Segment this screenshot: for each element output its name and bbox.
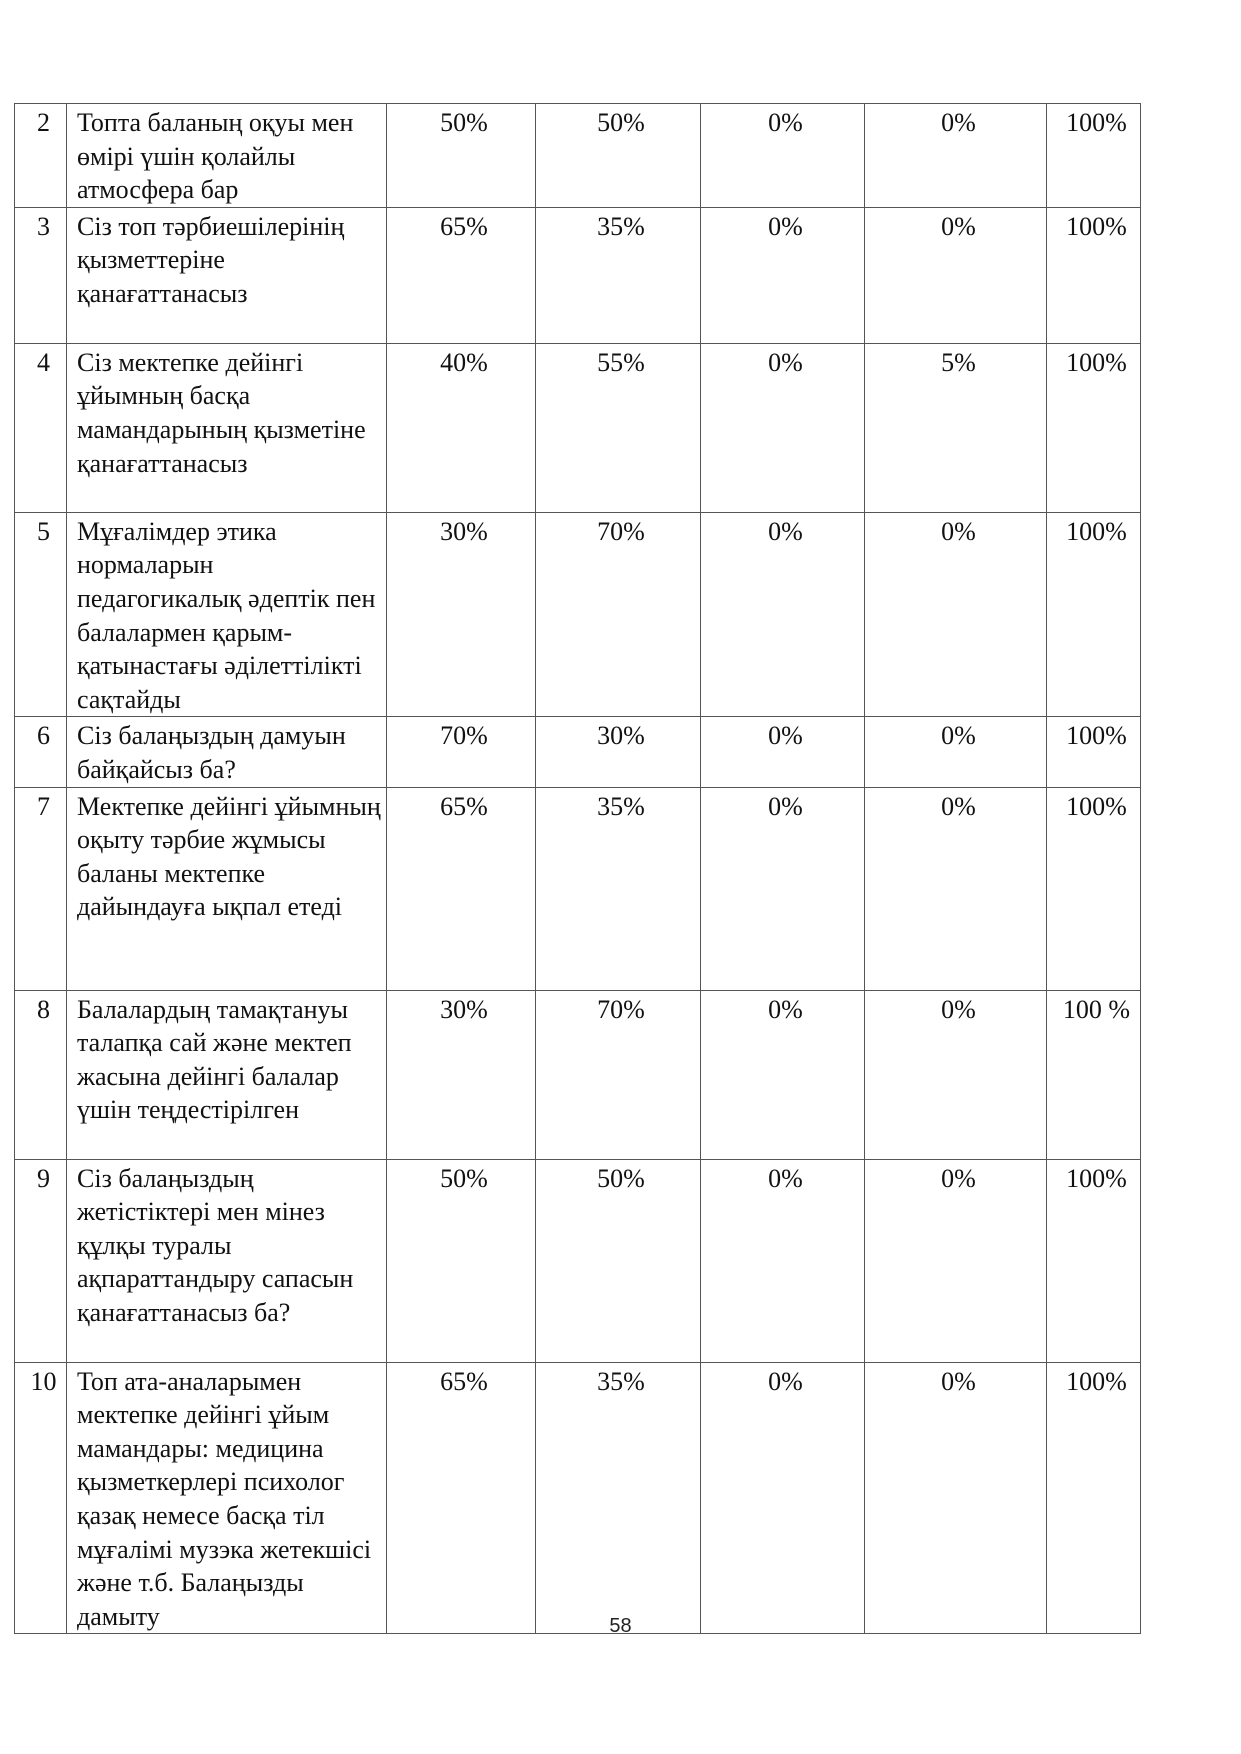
row-number: 4 <box>15 343 67 512</box>
percent-cell: 30% <box>387 990 536 1159</box>
percent-cell: 65% <box>387 207 536 343</box>
total-cell: 100% <box>1047 207 1141 343</box>
percent-cell: 65% <box>387 1362 536 1634</box>
percent-cell: 0% <box>701 104 865 208</box>
percent-cell: 30% <box>387 512 536 717</box>
total-cell: 100% <box>1047 512 1141 717</box>
table-row <box>15 1362 1141 1634</box>
total-cell: 100% <box>1047 717 1141 787</box>
survey-results-table <box>14 103 1141 1634</box>
total-cell: 100% <box>1047 1362 1141 1634</box>
percent-cell: 0% <box>701 207 865 343</box>
percent-cell: 50% <box>536 1159 701 1362</box>
percent-cell: 30% <box>536 717 701 787</box>
table-row <box>15 512 1141 717</box>
percent-cell: 0% <box>865 512 1047 717</box>
question-text: Мұғалімдер этика нормаларын педагогикалық әдептік пен балалармен қарым-қатынастағы әділеттілікті сақтайды <box>67 512 387 717</box>
percent-cell: 0% <box>701 1362 865 1634</box>
row-number: 5 <box>15 512 67 717</box>
percent-cell: 0% <box>701 717 865 787</box>
table-row <box>15 990 1141 1159</box>
percent-cell: 0% <box>701 787 865 990</box>
question-text: Сіз балаңыздың жетістіктері мен мінез құлқы туралы ақпараттандыру сапасын қанағаттанасыз ба? <box>67 1159 387 1362</box>
row-number: 9 <box>15 1159 67 1362</box>
percent-cell: 5% <box>865 343 1047 512</box>
percent-cell: 0% <box>865 717 1047 787</box>
percent-cell: 70% <box>536 990 701 1159</box>
question-text: Топ ата-аналарымен мектепке дейінгі ұйым мамандары: медицина қызметкерлері психолог қазақ немесе басқа тіл мұғалімі музэка жетекшісі және т.б. Балаңызды дамыту <box>67 1362 387 1634</box>
percent-cell: 70% <box>387 717 536 787</box>
row-number: 3 <box>15 207 67 343</box>
percent-cell: 50% <box>387 1159 536 1362</box>
table-row <box>15 343 1141 512</box>
percent-cell: 0% <box>865 104 1047 208</box>
percent-cell: 40% <box>387 343 536 512</box>
total-cell: 100% <box>1047 343 1141 512</box>
row-number: 2 <box>15 104 67 208</box>
percent-cell: 50% <box>536 104 701 208</box>
percent-cell: 0% <box>701 343 865 512</box>
percent-cell: 0% <box>701 512 865 717</box>
total-cell: 100% <box>1047 787 1141 990</box>
percent-cell: 35% <box>536 207 701 343</box>
percent-cell: 35% <box>536 1362 701 1634</box>
question-text: Мектепке дейінгі ұйымның оқыту тәрбие жұмысы баланы мектепке дайындауға ықпал етеді <box>67 787 387 990</box>
question-text: Сіз мектепке дейінгі ұйымның басқа мамандарының қызметіне қанағаттанасыз <box>67 343 387 512</box>
percent-cell: 0% <box>701 1159 865 1362</box>
page-number: 58 <box>609 1615 632 1637</box>
table-row <box>15 207 1141 343</box>
percent-cell: 35% <box>536 787 701 990</box>
percent-cell: 0% <box>701 990 865 1159</box>
table-row <box>15 717 1141 787</box>
percent-cell: 0% <box>865 1159 1047 1362</box>
question-text: Балалардың тамақтануы талапқа сай және мектеп жасына дейінгі балалар үшін теңдестірілген <box>67 990 387 1159</box>
percent-cell: 65% <box>387 787 536 990</box>
question-text: Топта баланың оқуы мен өмірі үшін қолайлы атмосфера бар <box>67 104 387 208</box>
percent-cell: 70% <box>536 512 701 717</box>
total-cell: 100% <box>1047 104 1141 208</box>
row-number: 6 <box>15 717 67 787</box>
percent-cell: 0% <box>865 787 1047 990</box>
percent-cell: 0% <box>865 1362 1047 1634</box>
row-number: 10 <box>15 1362 67 1634</box>
row-number: 7 <box>15 787 67 990</box>
total-cell: 100% <box>1047 1159 1141 1362</box>
percent-cell: 0% <box>865 990 1047 1159</box>
percent-cell: 50% <box>387 104 536 208</box>
table-row <box>15 1159 1141 1362</box>
percent-cell: 0% <box>865 207 1047 343</box>
row-number: 8 <box>15 990 67 1159</box>
total-cell: 100 % <box>1047 990 1141 1159</box>
table-row <box>15 787 1141 990</box>
percent-cell: 55% <box>536 343 701 512</box>
question-text: Сіз топ тәрбиешілерінің қызметтеріне қанағаттанасыз <box>67 207 387 343</box>
table-row <box>15 104 1141 208</box>
question-text: Сіз балаңыздың дамуын байқайсыз ба? <box>67 717 387 787</box>
